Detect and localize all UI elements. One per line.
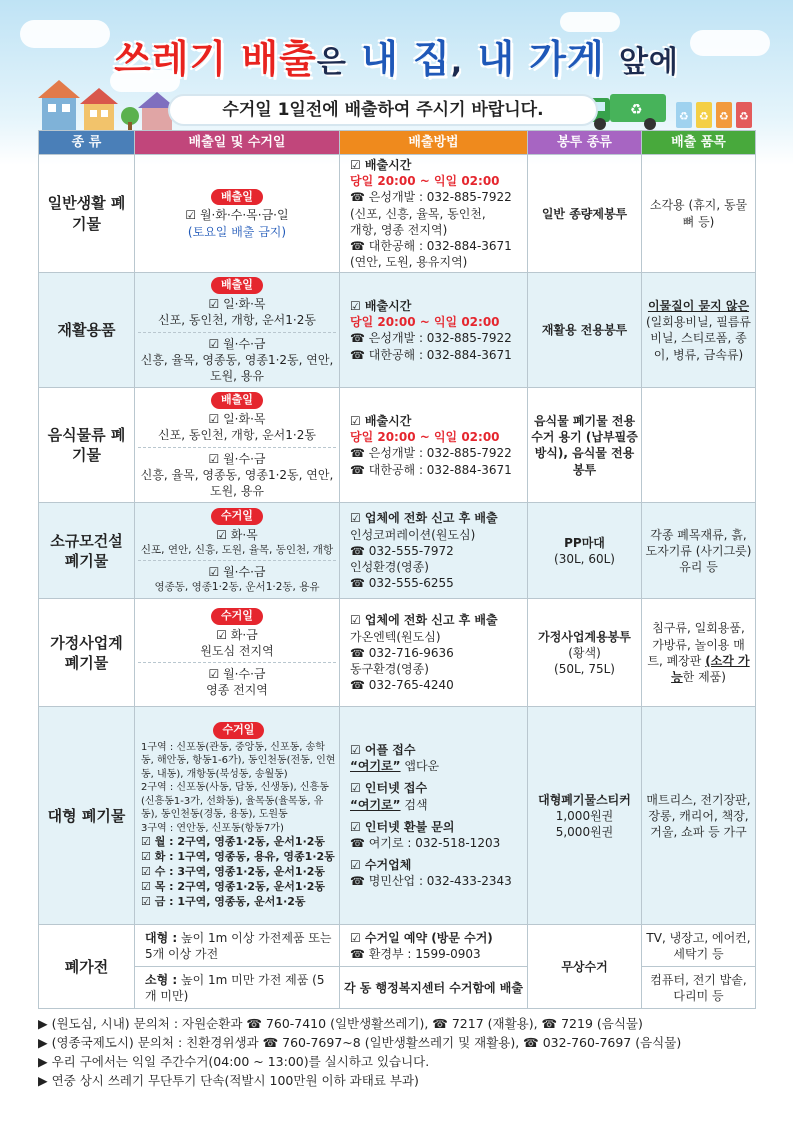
note-line: ▶ (영종국제도시) 문의처 : 친환경위생과 ☎ 760-7697~8 (일반생활쓰레기 및 재활용), ☎ 032-760-7697 (음식물) <box>38 1035 682 1050</box>
subtitle: 수거일 1일전에 배출하여 주시기 바랍니다. <box>168 94 598 126</box>
method-cell: ☑ 업체에 전화 신고 후 배출 가온엔텍(원도심) ☎ 032-716-9636 동구환경(영종) ☎ 032-765-4240 <box>340 599 528 707</box>
method-cell: ☑ 배출시간 당일 20:00 ~ 익일 02:00 ☎ 은성개발 : 032-885-7922 ☎ 대한공해 : 032-884-3671 <box>340 388 528 503</box>
days-cell: 소형 : 높이 1m 미만 가전 제품 (5개 미만) <box>135 967 340 1009</box>
row-category: 소규모건설 폐기물 <box>39 503 135 599</box>
svg-text:♻: ♻ <box>739 110 749 123</box>
garbage-truck-icon <box>586 92 756 132</box>
method-cell: ☑ 배출시간 당일 20:00 ~ 익일 02:00 ☎ 은성개발 : 032-885-7922 (신포, 신흥, 율목, 동인천, 개항, 영종 전지역) ☎ 대한공해 : 032-884-3671 (연안, 도원, 용유지역) <box>340 155 528 273</box>
table-row <box>39 273 756 388</box>
bag-cell: 일반 종량제봉투 <box>528 155 642 273</box>
items-cell: 이물질이 묻지 않은 (일회용비닐, 필름류 비닐, 스티로폼, 종이, 병류, 금속류) <box>642 273 756 388</box>
svg-text:♻: ♻ <box>679 110 689 123</box>
note-line: ▶ 연중 상시 쓰레기 무단투기 단속(적발시 100만원 이하 과태료 부과) <box>38 1073 419 1088</box>
table-row <box>39 599 756 707</box>
table-row <box>39 707 756 925</box>
items-cell: TV, 냉장고, 에어컨, 세탁기 등 <box>642 925 756 967</box>
bag-cell: 대형폐기물스티커 1,000원권 5,000원권 <box>528 707 642 925</box>
note-line: ▶ 우리 구에서는 익일 주간수거(04:00 ~ 13:00)를 실시하고 있습니다. <box>38 1054 430 1069</box>
method-cell: ☑ 어플 접수 “여기로” 앱다운 ☑ 인터넷 접수 “여기로” 검색 ☑ 인터넷 환불 문의 ☎ 여기로 : 032-518-1203 ☑ 수거업체 ☎ 명민산업 : 032-433-2343 <box>340 707 528 925</box>
days-cell: 수거일 ☑ 화·목 신포, 연안, 신흥, 도원, 율목, 동인천, 개항 ☑ 월·수·금 영종동, 영종1·2동, 운서1·2동, 용유 <box>135 503 340 599</box>
table-row <box>39 967 756 1009</box>
header-days: 배출일 및 수거일 <box>135 131 340 155</box>
note-line: ▶ (원도심, 시내) 문의처 : 자원순환과 ☎ 760-7410 (일반생활쓰레기), ☎ 7217 (재활용), ☎ 7219 (음식물) <box>38 1016 643 1031</box>
table-row <box>39 388 756 503</box>
days-cell: 수거일 ☑ 화·금 원도심 전지역 ☑ 월·수·금 영종 전지역 <box>135 599 340 707</box>
svg-text:♻: ♻ <box>719 110 729 123</box>
bag-cell: 음식물 폐기물 전용수거 용기 (납부필증 방식), 음식물 전용봉투 <box>528 388 642 503</box>
header-bag: 봉투 종류 <box>528 131 642 155</box>
days-cell: 배출일 ☑ 일·화·목 신포, 동인천, 개항, 운서1·2동 ☑ 월·수·금 신흥, 율목, 영종동, 영종1·2동, 연안, 도원, 용유 <box>135 273 340 388</box>
table-row <box>39 925 756 967</box>
table-row <box>39 155 756 273</box>
disposal-badge: 배출일 <box>211 392 263 409</box>
method-cell: ☑ 수거일 예약 (방문 수거) ☎ 환경부 : 1599-0903 <box>340 925 528 967</box>
svg-text:♻: ♻ <box>699 110 709 123</box>
bag-cell: 가정사업계용봉투 (황색) (50L, 75L) <box>528 599 642 707</box>
row-category: 가정사업계 폐기물 <box>39 599 135 707</box>
items-cell: 매트리스, 전기장판, 장롱, 캐리어, 책장, 거울, 쇼파 등 가구 <box>642 707 756 925</box>
bag-cell: PP마대 (30L, 60L) <box>528 503 642 599</box>
items-cell: 각종 폐목재류, 흙, 도자기류 (사기그릇) 유리 등 <box>642 503 756 599</box>
collection-badge: 수거일 <box>213 722 265 739</box>
days-cell: 수거일 1구역 : 신포동(관동, 중앙동, 신포동, 송학동, 해안동, 항동1-6가), 동인천동(전동, 인현동, 내동), 개항동(북성동, 송월동) 2구역 : 신포동(사동, 답동, 신생동), 신흥동(신흥동1-3가, 선화동), 율목동(율목동, 유동), 동인천동(경동, 용동), 도원동 3구역 : 연안동, 신포동(항동7가) ☑ 월 : 2구역, 영종1·2동, 운서1·2동 ☑ 화 : 1구역, 영종동, 용유, 영종1·2동 ☑ 수 : 3구역, 영종1·2동, 운서1·2동 ☑ 목 : 2구역, 영종1·2동, 운서1·2동 ☑ 금 : 1구역, 영종동, 운서1·2동 <box>135 707 340 925</box>
days-note: (토요일 배출 금지) <box>187 224 287 239</box>
collection-badge: 수거일 <box>211 608 263 625</box>
method-cell: 각 동 행정복지센터 수거함에 배출 <box>340 967 528 1009</box>
row-category: 폐가전 <box>39 925 135 1009</box>
items-cell: 소각용 (휴지, 동물뼈 등) <box>642 155 756 273</box>
table-row <box>39 503 756 599</box>
disposal-badge: 배출일 <box>211 277 263 294</box>
days-cell <box>135 155 340 273</box>
days-cell: 대형 : 높이 1m 이상 가전제품 또는 5개 이상 가전 <box>135 925 340 967</box>
method-cell: ☑ 배출시간 당일 20:00 ~ 익일 02:00 ☎ 은성개발 : 032-885-7922 ☎ 대한공해 : 032-884-3671 <box>340 273 528 388</box>
items-cell <box>642 388 756 503</box>
days-text: ☑ 월·화·수·목·금·일 <box>185 208 289 223</box>
items-cell: 컴퓨터, 전기 밥솥, 다리미 등 <box>642 967 756 1009</box>
row-category: 대형 폐기물 <box>39 707 135 925</box>
days-cell: 배출일 ☑ 일·화·목 신포, 동인천, 개항, 운서1·2동 ☑ 월·수·금 신흥, 율목, 영종동, 영종1·2동, 연안, 도원, 용유 <box>135 388 340 503</box>
contact-notes <box>38 1014 758 1090</box>
header-method: 배출방법 <box>340 131 528 155</box>
table-header-row <box>39 131 756 155</box>
header-items: 배출 품목 <box>642 131 756 155</box>
items-cell: 침구류, 일회용품, 가방류, 놀이용 매트, 폐장판 (소각 가능한 제품) <box>642 599 756 707</box>
bag-cell: 재활용 전용봉투 <box>528 273 642 388</box>
row-category: 음식물류 폐기물 <box>39 388 135 503</box>
recycle-icon: ♻ <box>630 102 643 118</box>
header-category: 종 류 <box>39 131 135 155</box>
page-title: 쓰레기 배출은 내 집, 내 가게 앞에 <box>114 37 679 81</box>
bag-cell: 무상수거 <box>528 925 642 1009</box>
disposal-badge: 배출일 <box>211 189 263 206</box>
waste-schedule-table <box>38 130 756 1009</box>
method-cell: ☑ 업체에 전화 신고 후 배출 인성코퍼레이션(원도심) ☎ 032-555-7972 인성환경(영종) ☎ 032-555-6255 <box>340 503 528 599</box>
row-category: 재활용품 <box>39 273 135 388</box>
row-category: 일반생활 폐기물 <box>39 155 135 273</box>
collection-badge: 수거일 <box>211 508 263 525</box>
house-icon <box>38 78 178 130</box>
